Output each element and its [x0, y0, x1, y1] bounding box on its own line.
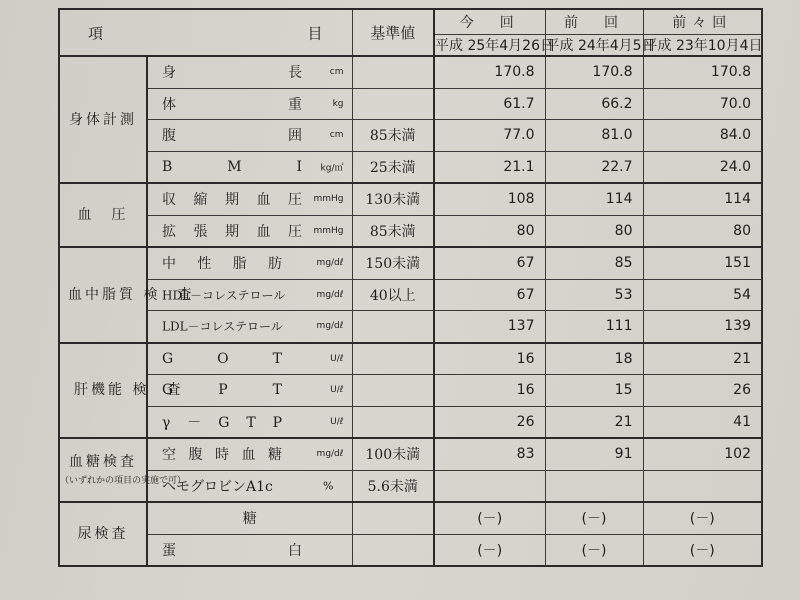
previous-value: (－) — [545, 502, 643, 534]
item-cell — [147, 375, 352, 407]
current-value: 61.7 — [434, 88, 545, 120]
standard-value — [352, 311, 434, 343]
header-row — [59, 9, 762, 35]
item-unit: cm — [329, 67, 344, 78]
item-name: ヘモグロビンA1c — [162, 478, 273, 495]
table-row — [59, 120, 762, 152]
before-previous-value — [643, 470, 762, 502]
table-row — [59, 247, 762, 279]
table-row — [59, 470, 762, 502]
standard-value — [352, 343, 434, 375]
table-row — [59, 215, 762, 247]
item-cell — [147, 311, 352, 343]
current-value: 137 — [434, 311, 545, 343]
item-name: B M I — [162, 158, 302, 175]
standard-value — [352, 534, 434, 566]
item-name: HDL－コレステロール — [162, 288, 286, 303]
current-value: (－) — [434, 534, 545, 566]
item-unit: kg/㎡ — [320, 163, 344, 174]
previous-value: 66.2 — [545, 88, 643, 120]
item-unit: mg/dℓ — [316, 289, 344, 300]
before-previous-value: 41 — [643, 406, 762, 438]
table-row — [59, 183, 762, 215]
header-item-cell — [59, 9, 352, 56]
before-previous-value: 114 — [643, 183, 762, 215]
before-previous-value: (－) — [643, 534, 762, 566]
table-row — [59, 534, 762, 566]
item-cell — [147, 470, 352, 502]
header-current: 今 回 — [434, 9, 545, 35]
category-blood-sugar-label: 血糖検査 — [69, 454, 137, 470]
current-value: 16 — [434, 343, 545, 375]
item-name: 身 長 — [162, 65, 302, 82]
table-row — [59, 279, 762, 311]
before-previous-value: 151 — [643, 247, 762, 279]
item-name: γ － G T P — [162, 414, 282, 431]
previous-value: 85 — [545, 247, 643, 279]
item-unit: U/ℓ — [330, 416, 344, 427]
header-current-date: 平成 25年4月26日 — [434, 35, 545, 57]
item-name: 糖 — [242, 511, 257, 528]
current-value: 26 — [434, 406, 545, 438]
item-cell — [147, 438, 352, 470]
item-cell — [147, 534, 352, 566]
before-previous-value: 24.0 — [643, 151, 762, 183]
header-standard: 基準値 — [352, 9, 434, 56]
category-body-measurement: 身体計測 — [59, 56, 147, 183]
item-name: G O T — [162, 350, 282, 367]
header-before-previous-date: 平成 23年10月4日 — [643, 35, 762, 57]
item-name: 蛋 白 — [162, 542, 302, 559]
standard-value: 40以上 — [352, 279, 434, 311]
current-value: 83 — [434, 438, 545, 470]
category-blood-lipids: 血中脂質 検 査 — [59, 247, 147, 343]
before-previous-value: 80 — [643, 215, 762, 247]
previous-value: (－) — [545, 534, 643, 566]
previous-value: 22.7 — [545, 151, 643, 183]
current-value: 16 — [434, 375, 545, 407]
header-item-label-right: 目 — [307, 24, 324, 42]
header-previous: 前 回 — [545, 9, 643, 35]
category-blood-sugar — [59, 438, 187, 502]
standard-value: 85未満 — [352, 120, 434, 152]
previous-value: 114 — [545, 183, 643, 215]
previous-value: 91 — [545, 438, 643, 470]
header-item-label: 項 — [88, 24, 105, 42]
previous-value: 15 — [545, 375, 643, 407]
item-unit: kg — [332, 98, 344, 109]
standard-value: 85未満 — [352, 215, 434, 247]
before-previous-value: (－) — [643, 502, 762, 534]
current-value — [434, 470, 545, 502]
item-name: 空腹時血糖 — [162, 447, 282, 464]
table-row — [59, 88, 762, 120]
table-row — [59, 375, 762, 407]
item-cell — [147, 151, 352, 183]
item-unit: mmHg — [313, 194, 344, 205]
category-blood-pressure: 血 圧 — [59, 183, 147, 247]
item-unit: % — [323, 479, 334, 493]
current-value: 80 — [434, 215, 545, 247]
item-unit: U/ℓ — [330, 353, 344, 364]
item-cell — [147, 279, 352, 311]
current-value: 108 — [434, 183, 545, 215]
item-cell — [147, 343, 352, 375]
item-cell — [147, 247, 352, 279]
standard-value — [352, 56, 434, 88]
item-name: G P T — [162, 382, 282, 399]
item-name: 腹 囲 — [162, 128, 302, 145]
table-row — [59, 406, 762, 438]
item-cell — [147, 406, 352, 438]
item-name: 体 重 — [162, 96, 302, 113]
current-value: 67 — [434, 247, 545, 279]
category-blood-sugar-note: （いずれかの項目の実施で可） — [60, 476, 187, 486]
table-row — [59, 311, 762, 343]
standard-value: 25未満 — [352, 151, 434, 183]
item-cell — [147, 183, 352, 215]
standard-value: 130未満 — [352, 183, 434, 215]
before-previous-value: 21 — [643, 343, 762, 375]
item-cell — [147, 120, 352, 152]
before-previous-value: 70.0 — [643, 88, 762, 120]
current-value: (－) — [434, 502, 545, 534]
item-unit: mmHg — [313, 225, 344, 236]
table-row — [59, 343, 762, 375]
category-urine: 尿検査 — [59, 502, 147, 566]
previous-value: 111 — [545, 311, 643, 343]
item-name: 収縮期血圧 — [162, 192, 302, 209]
standard-value — [352, 502, 434, 534]
current-value: 21.1 — [434, 151, 545, 183]
item-cell — [147, 215, 352, 247]
item-cell — [147, 56, 352, 88]
table-row — [59, 56, 762, 88]
item-name: 中性脂肪 — [162, 256, 282, 273]
current-value: 77.0 — [434, 120, 545, 152]
current-value: 67 — [434, 279, 545, 311]
previous-value: 170.8 — [545, 56, 643, 88]
table-row — [59, 502, 762, 534]
previous-value — [545, 470, 643, 502]
before-previous-value: 139 — [643, 311, 762, 343]
standard-value — [352, 88, 434, 120]
previous-value: 80 — [545, 215, 643, 247]
before-previous-value: 54 — [643, 279, 762, 311]
header-before-previous: 前々回 — [643, 9, 762, 35]
header-previous-date: 平成 24年4月5日 — [545, 35, 643, 57]
category-liver-function: 肝機能 検 査 — [59, 343, 147, 439]
item-name: LDL－コレステロール — [162, 319, 283, 334]
standard-value: 150未満 — [352, 247, 434, 279]
standard-value: 5.6未満 — [352, 470, 434, 502]
item-cell — [147, 88, 352, 120]
item-unit: mg/dℓ — [316, 321, 344, 332]
before-previous-value: 26 — [643, 375, 762, 407]
standard-value — [352, 406, 434, 438]
item-unit: cm — [329, 130, 344, 141]
current-value: 170.8 — [434, 56, 545, 88]
table-row — [59, 438, 762, 470]
item-unit: mg/dℓ — [316, 449, 344, 460]
previous-value: 18 — [545, 343, 643, 375]
item-unit: U/ℓ — [330, 385, 344, 396]
standard-value — [352, 375, 434, 407]
standard-value: 100未満 — [352, 438, 434, 470]
previous-value: 21 — [545, 406, 643, 438]
item-unit: mg/dℓ — [316, 258, 344, 269]
before-previous-value: 84.0 — [643, 120, 762, 152]
previous-value: 81.0 — [545, 120, 643, 152]
before-previous-value: 102 — [643, 438, 762, 470]
before-previous-value: 170.8 — [643, 56, 762, 88]
health-checkup-table — [58, 8, 763, 567]
previous-value: 53 — [545, 279, 643, 311]
item-cell — [147, 502, 352, 534]
item-name: 拡張期血圧 — [162, 223, 302, 240]
table-row — [59, 151, 762, 183]
